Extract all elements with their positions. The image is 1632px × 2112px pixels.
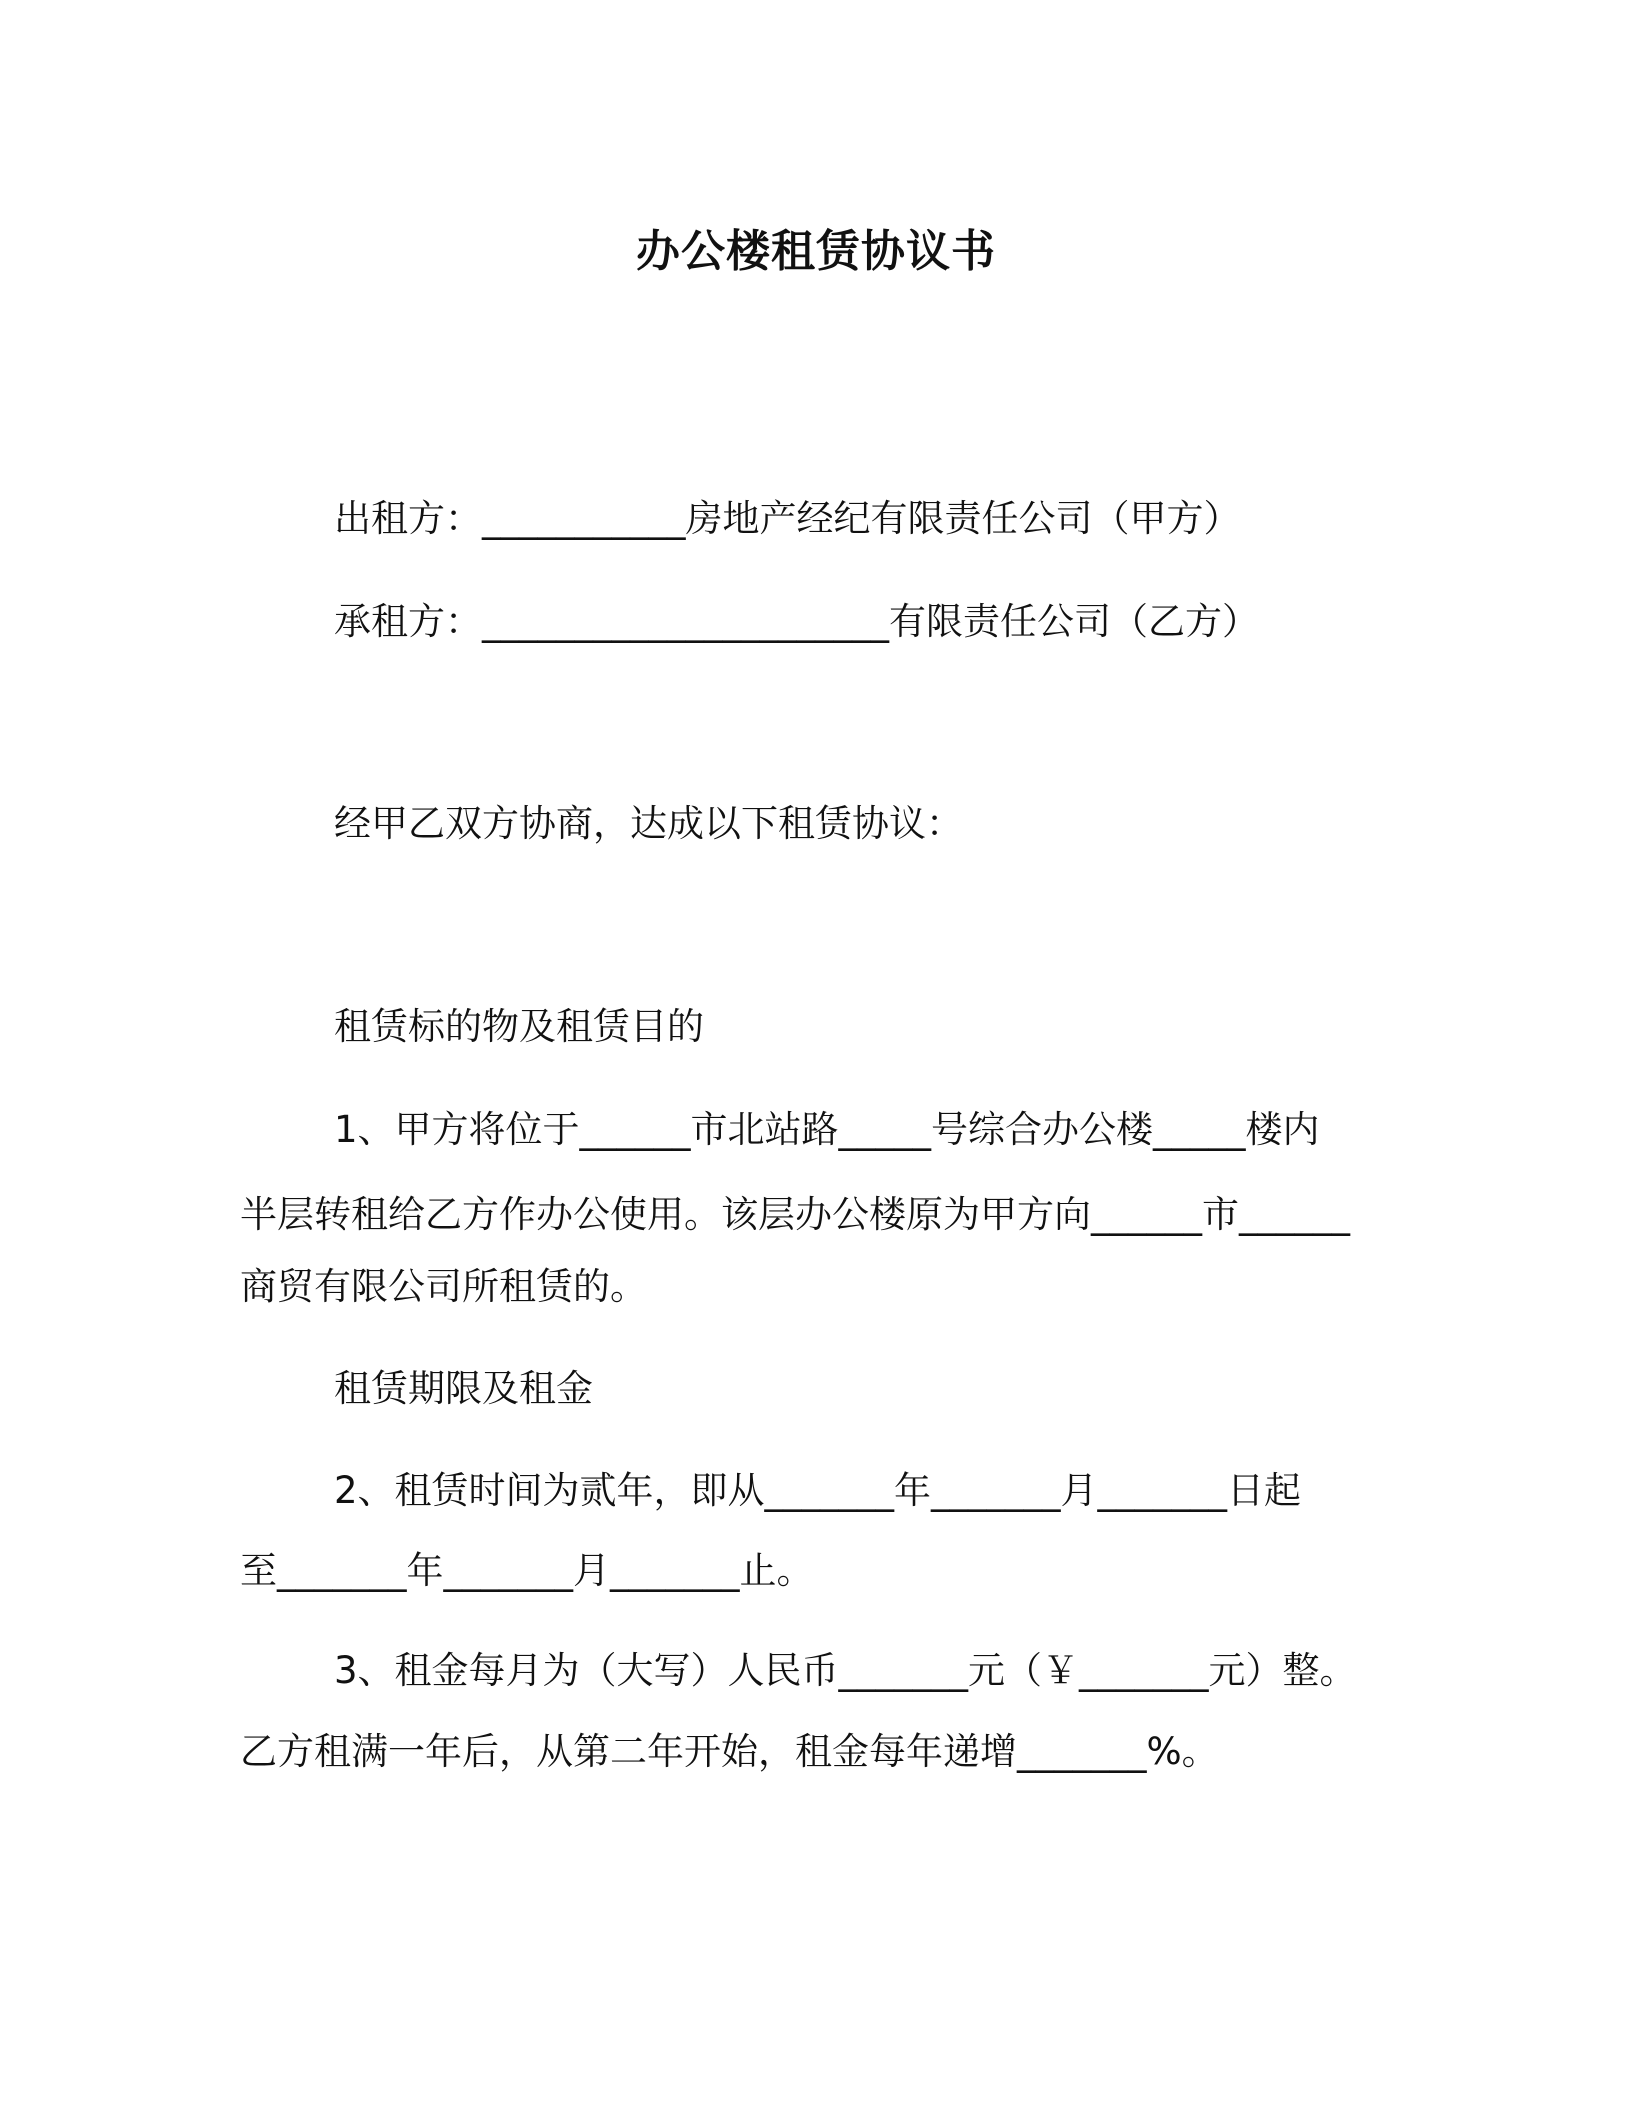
document-title: 办公楼租赁协议书 xyxy=(636,226,996,277)
clause-1-line-1: 1、甲方将位于______市北站路_____号综合办公楼_____楼内 xyxy=(334,1108,1320,1151)
section-heading-lease-term: 租赁期限及租金 xyxy=(334,1367,593,1410)
lessor-line: 出租方：___________房地产经纪有限责任公司（甲方） xyxy=(334,497,1241,540)
section-heading-lease-object: 租赁标的物及租赁目的 xyxy=(334,1005,704,1048)
clause-2-line-2: 至_______年_______月_______止。 xyxy=(240,1549,814,1592)
preamble-text: 经甲乙双方协商，达成以下租赁协议： xyxy=(334,802,963,845)
clause-2-line-1: 2、租赁时间为贰年，即从_______年_______月_______日起 xyxy=(334,1469,1302,1512)
clause-3-line-2: 乙方租满一年后，从第二年开始，租金每年递增_______%。 xyxy=(240,1730,1219,1773)
clause-1-line-3: 商贸有限公司所租赁的。 xyxy=(240,1265,647,1308)
clause-1-line-2: 半层转租给乙方作办公使用。该层办公楼原为甲方向______市______ xyxy=(240,1193,1350,1236)
clause-3-line-1: 3、租金每月为（大写）人民币_______元（￥_______元）整。 xyxy=(334,1649,1357,1692)
lessee-line: 承租方：______________________有限责任公司（乙方） xyxy=(334,600,1259,643)
